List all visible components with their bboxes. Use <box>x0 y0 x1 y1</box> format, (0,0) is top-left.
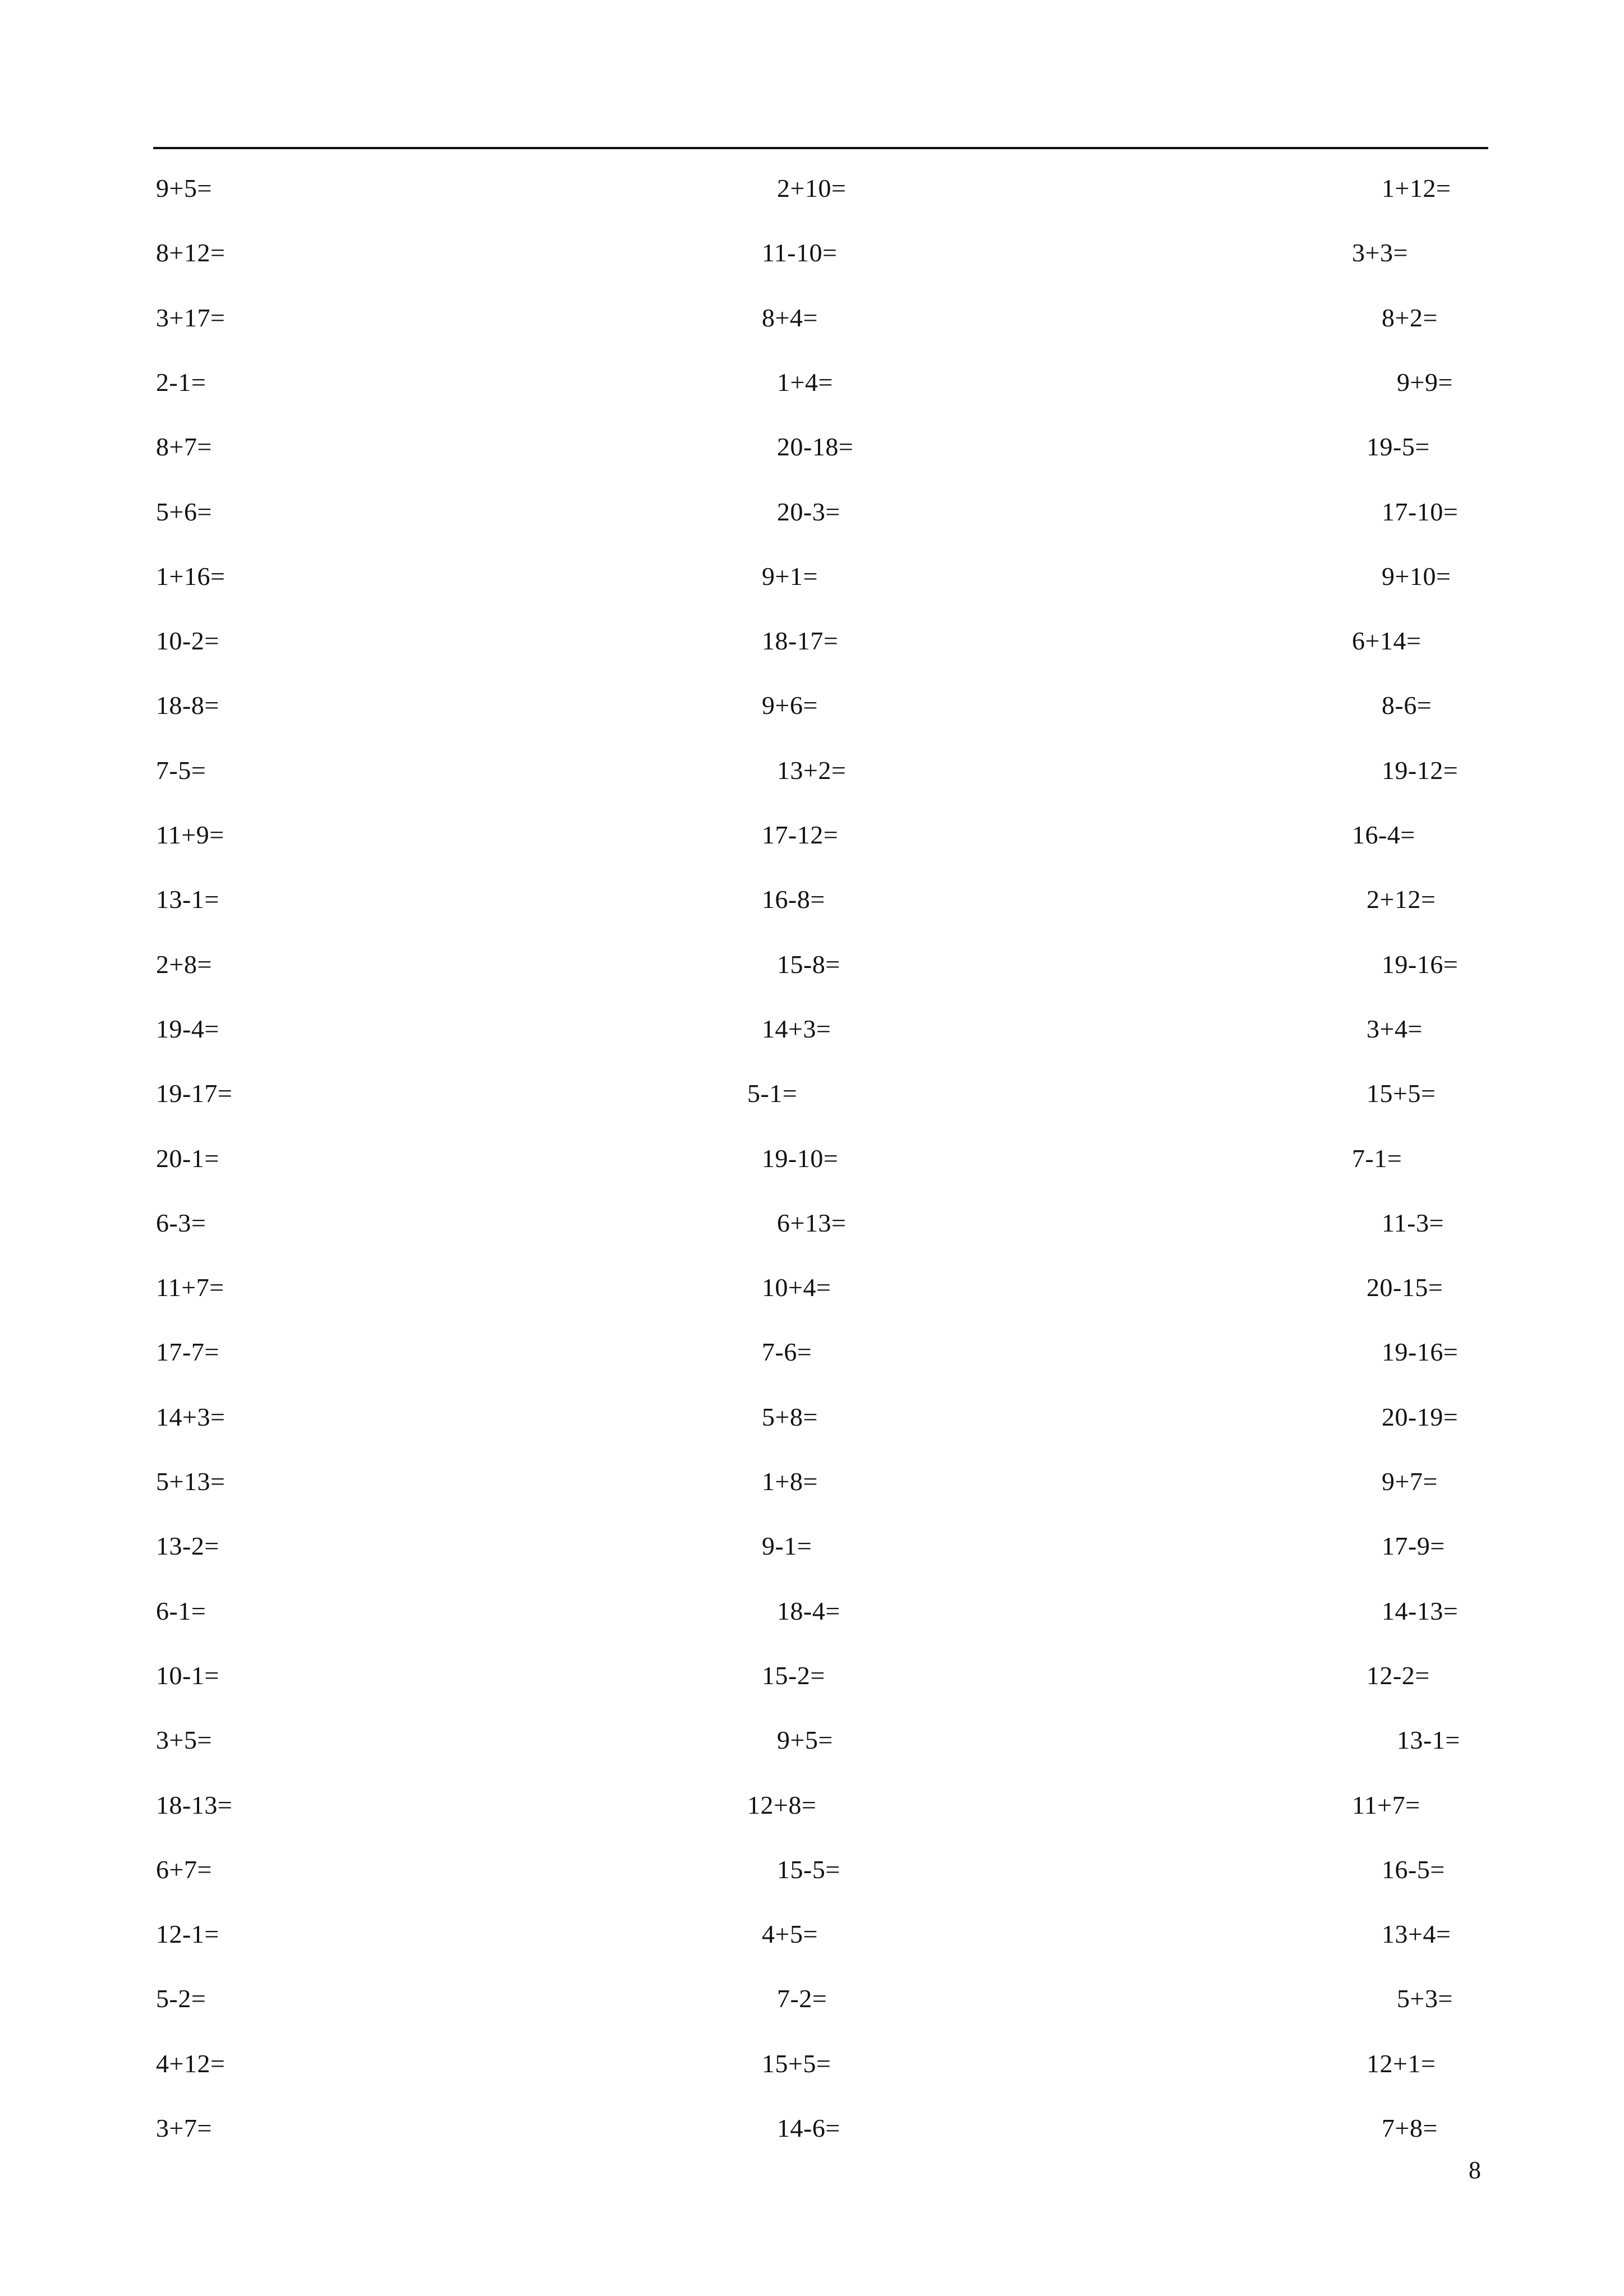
arithmetic-problem: 10-2= <box>156 626 219 656</box>
arithmetic-problem: 14+3= <box>762 1014 831 1043</box>
arithmetic-problem: 6-3= <box>156 1208 206 1237</box>
arithmetic-problem: 15-8= <box>777 949 840 979</box>
arithmetic-problem: 17-9= <box>1382 1532 1445 1561</box>
arithmetic-problem: 19-16= <box>1382 1338 1459 1367</box>
arithmetic-problem: 3+17= <box>156 303 226 332</box>
arithmetic-problem: 6-1= <box>156 1596 206 1625</box>
arithmetic-problem: 2-1= <box>156 367 206 397</box>
arithmetic-problem: 20-3= <box>777 497 840 526</box>
arithmetic-problem: 1+16= <box>156 561 226 591</box>
problem-row <box>0 1847 1624 1892</box>
problem-row <box>0 1912 1624 1957</box>
arithmetic-problem: 18-4= <box>777 1596 840 1625</box>
arithmetic-problem: 20-1= <box>156 1144 219 1173</box>
arithmetic-problem: 4+5= <box>762 1920 818 1949</box>
arithmetic-problem: 11-3= <box>1382 1208 1444 1237</box>
problem-row <box>0 1783 1624 1828</box>
arithmetic-problem: 7-2= <box>777 1984 827 2013</box>
arithmetic-problem: 9+5= <box>777 1726 833 1755</box>
arithmetic-problem: 9-1= <box>762 1532 812 1561</box>
arithmetic-problem: 16-4= <box>1352 820 1415 849</box>
arithmetic-problem: 9+9= <box>1397 367 1453 397</box>
arithmetic-problem: 19-12= <box>1382 755 1459 785</box>
arithmetic-problem: 14-13= <box>1382 1596 1459 1625</box>
arithmetic-problem: 12-2= <box>1367 1661 1430 1690</box>
arithmetic-problem: 12+1= <box>1367 2049 1436 2078</box>
problem-row <box>0 1459 1624 1504</box>
arithmetic-problem: 15-2= <box>762 1661 825 1690</box>
arithmetic-problem: 1+8= <box>762 1467 818 1496</box>
problem-row <box>0 1330 1624 1375</box>
problem-row <box>0 683 1624 728</box>
problem-row <box>0 554 1624 599</box>
problem-row <box>0 425 1624 469</box>
arithmetic-problem: 8-6= <box>1382 691 1432 720</box>
arithmetic-problem: 20-19= <box>1382 1402 1459 1431</box>
problem-row <box>0 1007 1624 1052</box>
problem-row <box>0 1201 1624 1246</box>
arithmetic-problem: 11-10= <box>762 238 838 268</box>
arithmetic-problem: 13+4= <box>1382 1920 1451 1949</box>
arithmetic-problem: 20-15= <box>1367 1273 1443 1302</box>
arithmetic-problem: 7-1= <box>1352 1144 1402 1173</box>
problem-row <box>0 2106 1624 2151</box>
arithmetic-problem: 1+4= <box>777 367 833 397</box>
problem-row <box>0 748 1624 793</box>
problem-row <box>0 166 1624 211</box>
arithmetic-problem: 6+7= <box>156 1855 212 1884</box>
arithmetic-problem: 9+10= <box>1382 561 1451 591</box>
arithmetic-problem: 5+8= <box>762 1402 818 1431</box>
problem-row <box>0 296 1624 340</box>
arithmetic-problem: 16-5= <box>1382 1855 1445 1884</box>
problem-row <box>0 1718 1624 1763</box>
problem-row <box>0 1395 1624 1440</box>
arithmetic-problem: 11+7= <box>1352 1790 1420 1819</box>
arithmetic-problem: 19-10= <box>762 1144 839 1173</box>
arithmetic-problem: 2+10= <box>777 174 846 202</box>
arithmetic-problem: 9+6= <box>762 691 818 720</box>
arithmetic-problem: 17-12= <box>762 820 839 849</box>
arithmetic-problem: 6+13= <box>777 1208 846 1237</box>
arithmetic-problem: 5-1= <box>747 1079 798 1108</box>
problem-row <box>0 1265 1624 1310</box>
arithmetic-problem: 13+2= <box>777 755 846 785</box>
arithmetic-problem: 5+3= <box>1397 1984 1453 2013</box>
arithmetic-problem: 19-17= <box>156 1079 233 1108</box>
arithmetic-problem: 19-4= <box>156 1014 219 1043</box>
arithmetic-problem: 5+6= <box>156 497 212 526</box>
problem-row <box>0 490 1624 534</box>
arithmetic-problem: 7+8= <box>1382 2114 1438 2142</box>
arithmetic-problem: 12-1= <box>156 1920 219 1949</box>
arithmetic-problem: 3+4= <box>1367 1014 1423 1043</box>
arithmetic-problem: 13-1= <box>156 885 219 914</box>
arithmetic-problem: 13-2= <box>156 1532 219 1561</box>
arithmetic-problem: 4+12= <box>156 2049 226 2078</box>
arithmetic-problem: 1+12= <box>1382 174 1451 202</box>
problem-row <box>0 942 1624 987</box>
problem-row <box>0 230 1624 275</box>
problem-row <box>0 619 1624 663</box>
problem-row <box>0 2041 1624 2086</box>
arithmetic-problem: 5+13= <box>156 1467 226 1496</box>
problem-row <box>0 1136 1624 1181</box>
arithmetic-problem: 7-6= <box>762 1338 812 1367</box>
arithmetic-problem: 8+12= <box>156 238 226 268</box>
arithmetic-problem: 15+5= <box>762 2049 831 2078</box>
arithmetic-problem: 2+12= <box>1367 885 1436 914</box>
problem-row <box>0 360 1624 405</box>
arithmetic-problem: 3+7= <box>156 2114 212 2142</box>
arithmetic-problem: 17-7= <box>156 1338 219 1367</box>
arithmetic-problem: 18-17= <box>762 626 839 656</box>
arithmetic-problem: 11+9= <box>156 820 224 849</box>
arithmetic-problem: 2+8= <box>156 949 212 979</box>
arithmetic-problem: 16-8= <box>762 885 825 914</box>
arithmetic-problem: 9+5= <box>156 174 212 202</box>
arithmetic-problem: 3+3= <box>1352 238 1408 268</box>
arithmetic-problem: 20-18= <box>777 432 854 462</box>
arithmetic-problem: 3+5= <box>156 1726 212 1755</box>
arithmetic-problem: 11+7= <box>156 1273 224 1302</box>
problem-row <box>0 1976 1624 2021</box>
arithmetic-problem: 18-8= <box>156 691 219 720</box>
arithmetic-problem: 10-1= <box>156 1661 219 1690</box>
arithmetic-problem: 19-5= <box>1367 432 1430 462</box>
problem-row <box>0 1524 1624 1569</box>
arithmetic-problem: 14+3= <box>156 1402 226 1431</box>
page-number: 8 <box>1469 2156 1481 2184</box>
problem-row <box>0 813 1624 857</box>
arithmetic-problem: 15-5= <box>777 1855 840 1884</box>
problem-row <box>0 877 1624 922</box>
arithmetic-problem: 5-2= <box>156 1984 206 2013</box>
arithmetic-problem: 17-10= <box>1382 497 1459 526</box>
arithmetic-problem: 14-6= <box>777 2114 840 2142</box>
problem-row <box>0 1653 1624 1698</box>
arithmetic-problem: 7-5= <box>156 755 206 785</box>
arithmetic-problem: 13-1= <box>1397 1726 1460 1755</box>
arithmetic-problem: 6+14= <box>1352 626 1421 656</box>
arithmetic-problem: 8+7= <box>156 432 212 462</box>
problem-row <box>0 1071 1624 1116</box>
arithmetic-problem: 8+4= <box>762 303 818 332</box>
arithmetic-problem: 19-16= <box>1382 949 1459 979</box>
problem-row <box>0 1589 1624 1634</box>
arithmetic-problem: 15+5= <box>1367 1079 1436 1108</box>
arithmetic-problem: 9+1= <box>762 561 818 591</box>
arithmetic-problem: 8+2= <box>1382 303 1438 332</box>
arithmetic-problem: 18-13= <box>156 1790 233 1819</box>
arithmetic-problem: 12+8= <box>747 1790 817 1819</box>
arithmetic-problem: 10+4= <box>762 1273 831 1302</box>
arithmetic-problem: 9+7= <box>1382 1467 1438 1496</box>
